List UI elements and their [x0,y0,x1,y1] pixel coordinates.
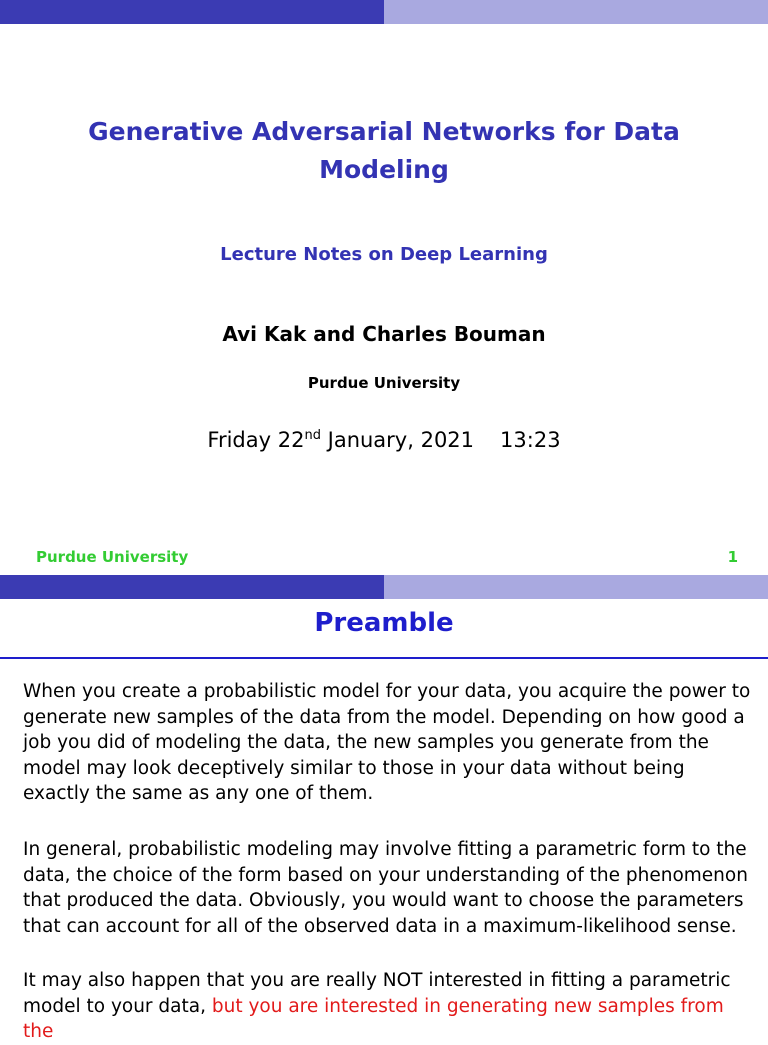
footer-page-number: 1 [727,548,738,566]
paragraph-3-highlight: but you are interested in generating new samples from the [23,995,724,1042]
date-month-year: January, 2021 [320,428,475,452]
date-day: Friday 22 [207,428,305,452]
header-bar [0,575,768,599]
title-underline [0,657,768,659]
paragraph-3 [23,968,753,1045]
slide-footer [0,548,768,570]
header-bar [0,0,768,24]
presentation-time: 13:23 [500,428,561,452]
paragraph-2: In general, probabilistic modeling may involve fitting a parametric form to the data, the choice of the form based on your understanding of the phenomenon that produced the data. Obviously, you would want to choose the parameters that can account for all of the observed data in a maximum-likelihood sense. [23,839,748,937]
footer-institute: Purdue University [36,548,189,566]
presentation-date [0,428,768,452]
presentation-subtitle: Lecture Notes on Deep Learning [220,244,548,265]
header-bar-light-segment [384,0,768,24]
date-ordinal: nd [304,428,321,443]
paragraph-3-text: It may also happen that you are really NOT interested in fitting a parametric model to your data, [23,970,731,1017]
header-bar-dark-segment [0,0,384,24]
institute-name: Purdue University [307,374,461,392]
preamble-slide [0,575,768,1042]
header-bar-light-segment [384,575,768,599]
header-bar-dark-segment [0,575,384,599]
author-names: Avi Kak and Charles Bouman [222,322,546,346]
frame-title: Preamble [314,608,454,638]
paragraph-1: When you create a probabilistic model for your data, you acquire the power to generate new samples of the data from the model. Depending on how good a job you did of modeling the data, the new samples you generate from the model may look deceptively similar to those in your data without being exactly the same as any one of them. [23,681,751,804]
presentation-title: Generative Adversarial Networks for Data Modeling [88,117,680,184]
